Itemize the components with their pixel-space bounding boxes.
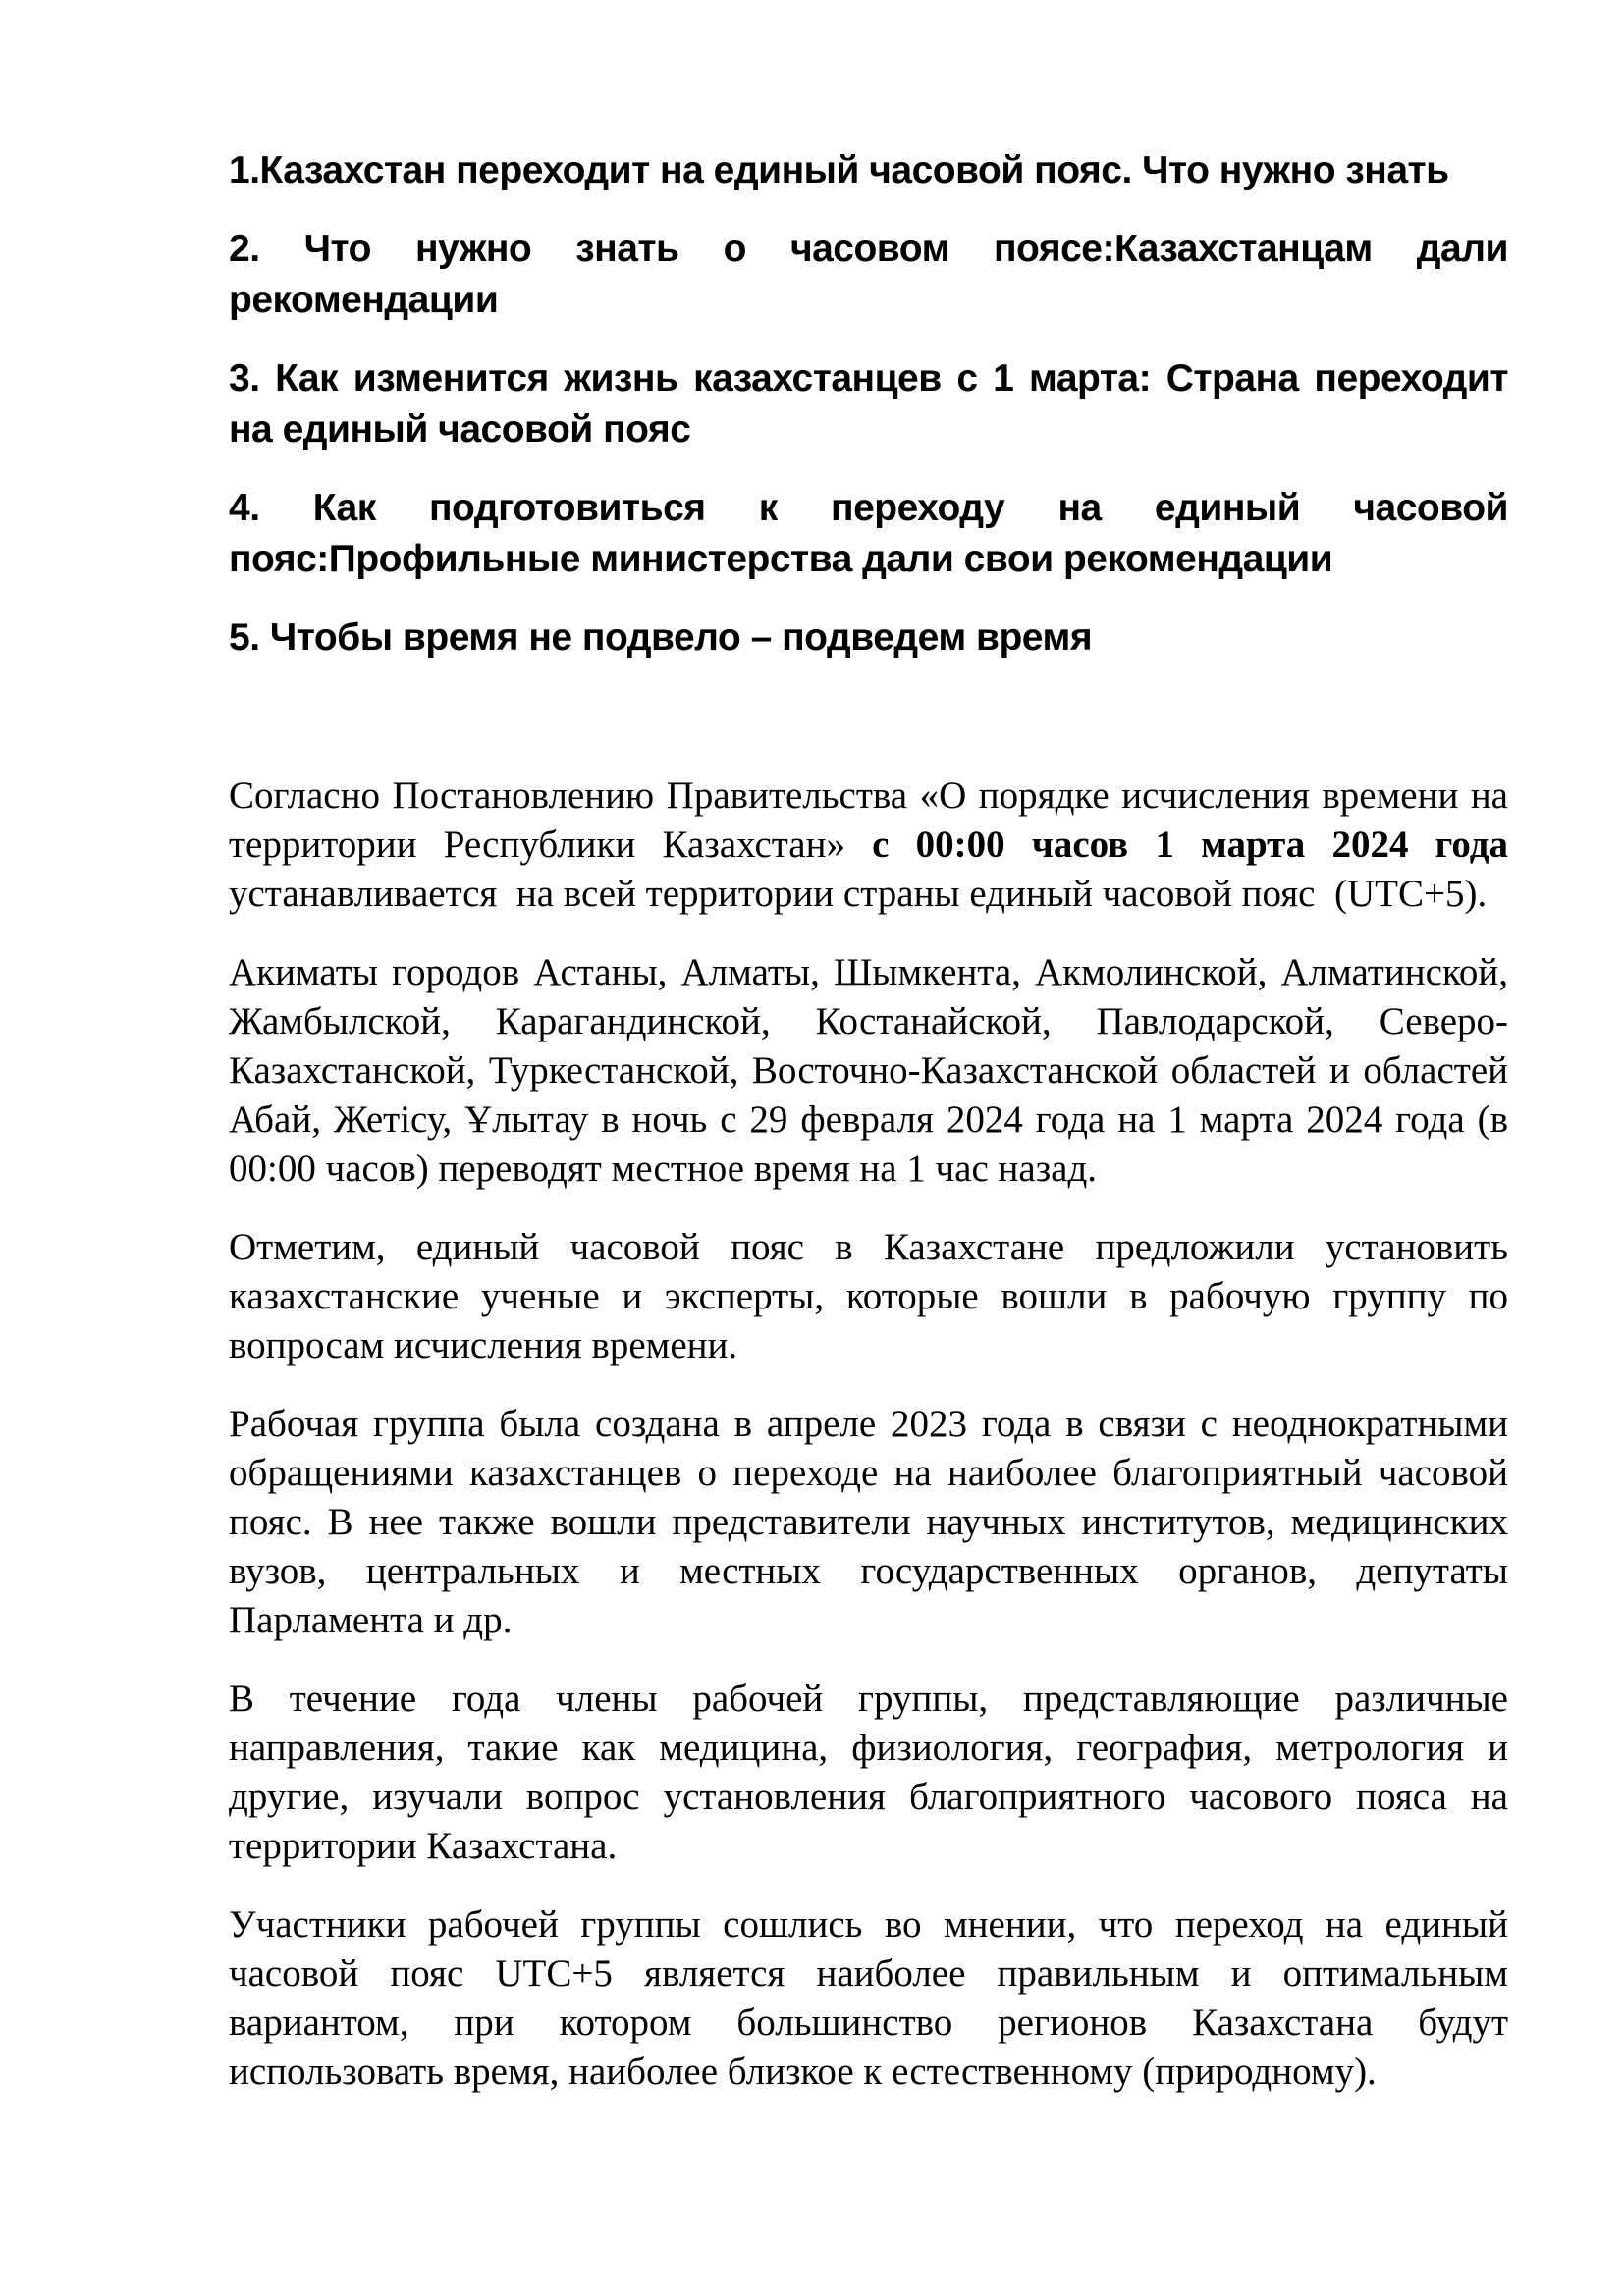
heading-5: 5. Чтобы время не подвело – подведем время	[229, 616, 1093, 659]
paragraph-research-year: В течение года члены рабочей группы, представляющие различные направления, такие как медицина, физиология, география, метрология и другие, изучали вопрос установления благоприятного часового пояса на территории Казахстана.	[229, 1678, 1508, 1867]
heading-2: 2. Что нужно знать о часовом поясе:Казахстанцам дали рекомендации	[229, 228, 1508, 321]
paragraph-regions: Акиматы городов Астаны, Алматы, Шымкента, Акмолинской, Алматинской, Жамбылской, Карагандинской, Костанайской, Павлодарской, Северо-Казахстанской, Туркестанской, Восточно-Казахстанской областей и областей Абай, Жетісу, Ұлытау в ночь с 29 февраля 2024 года на 1 марта 2024 года (в 00:00 часов) переводят местное время на 1 час назад.	[229, 951, 1508, 1190]
heading-4: 4. Как подготовиться к переходу на единый часовой пояс:Профильные министерства дали свои рекомендации	[229, 487, 1508, 580]
paragraph-working-group-creation: Рабочая группа была создана в апреле 2023 года в связи с неоднократными обращениями казахстанцев о переходе на наиболее благоприятный часовой пояс. В нее также вошли представители научных институтов, медицинских вузов, центральных и местных государственных органов, депутаты Парламента и др.	[229, 1403, 1508, 1641]
paragraph-conclusion: Участники рабочей группы сошлись во мнении, что переход на единый часовой пояс UTC+5 является наиболее правильным и оптимальным вариантом, при котором большинство регионов Казахстана будут использовать время, наиболее близкое к естественному (природному).	[229, 1903, 1508, 2093]
heading-3: 3. Как изменится жизнь казахстанцев с 1 марта: Страна переходит на единый часовой пояс	[229, 357, 1508, 451]
paragraph-working-group-proposal: Отметим, единый часовой пояс в Казахстане предложили установить казахстанские ученые и эксперты, которые вошли в рабочую группу по вопросам исчисления времени.	[229, 1226, 1508, 1366]
paragraph-intro	[229, 772, 1508, 919]
intro-text-bold: с 00:00 часов 1 марта 2024 года	[872, 824, 1508, 866]
heading-1: 1.Казахстан переходит на единый часовой пояс. Что нужно знать	[229, 149, 1449, 191]
intro-text-pre: Согласно Постановлению Правительства «О порядке исчисления времени на территории Республики Казахстан»	[229, 774, 1508, 866]
intro-text-post: устанавливается на всей территории страны единый часовой пояс (UTC+5).	[229, 873, 1488, 915]
